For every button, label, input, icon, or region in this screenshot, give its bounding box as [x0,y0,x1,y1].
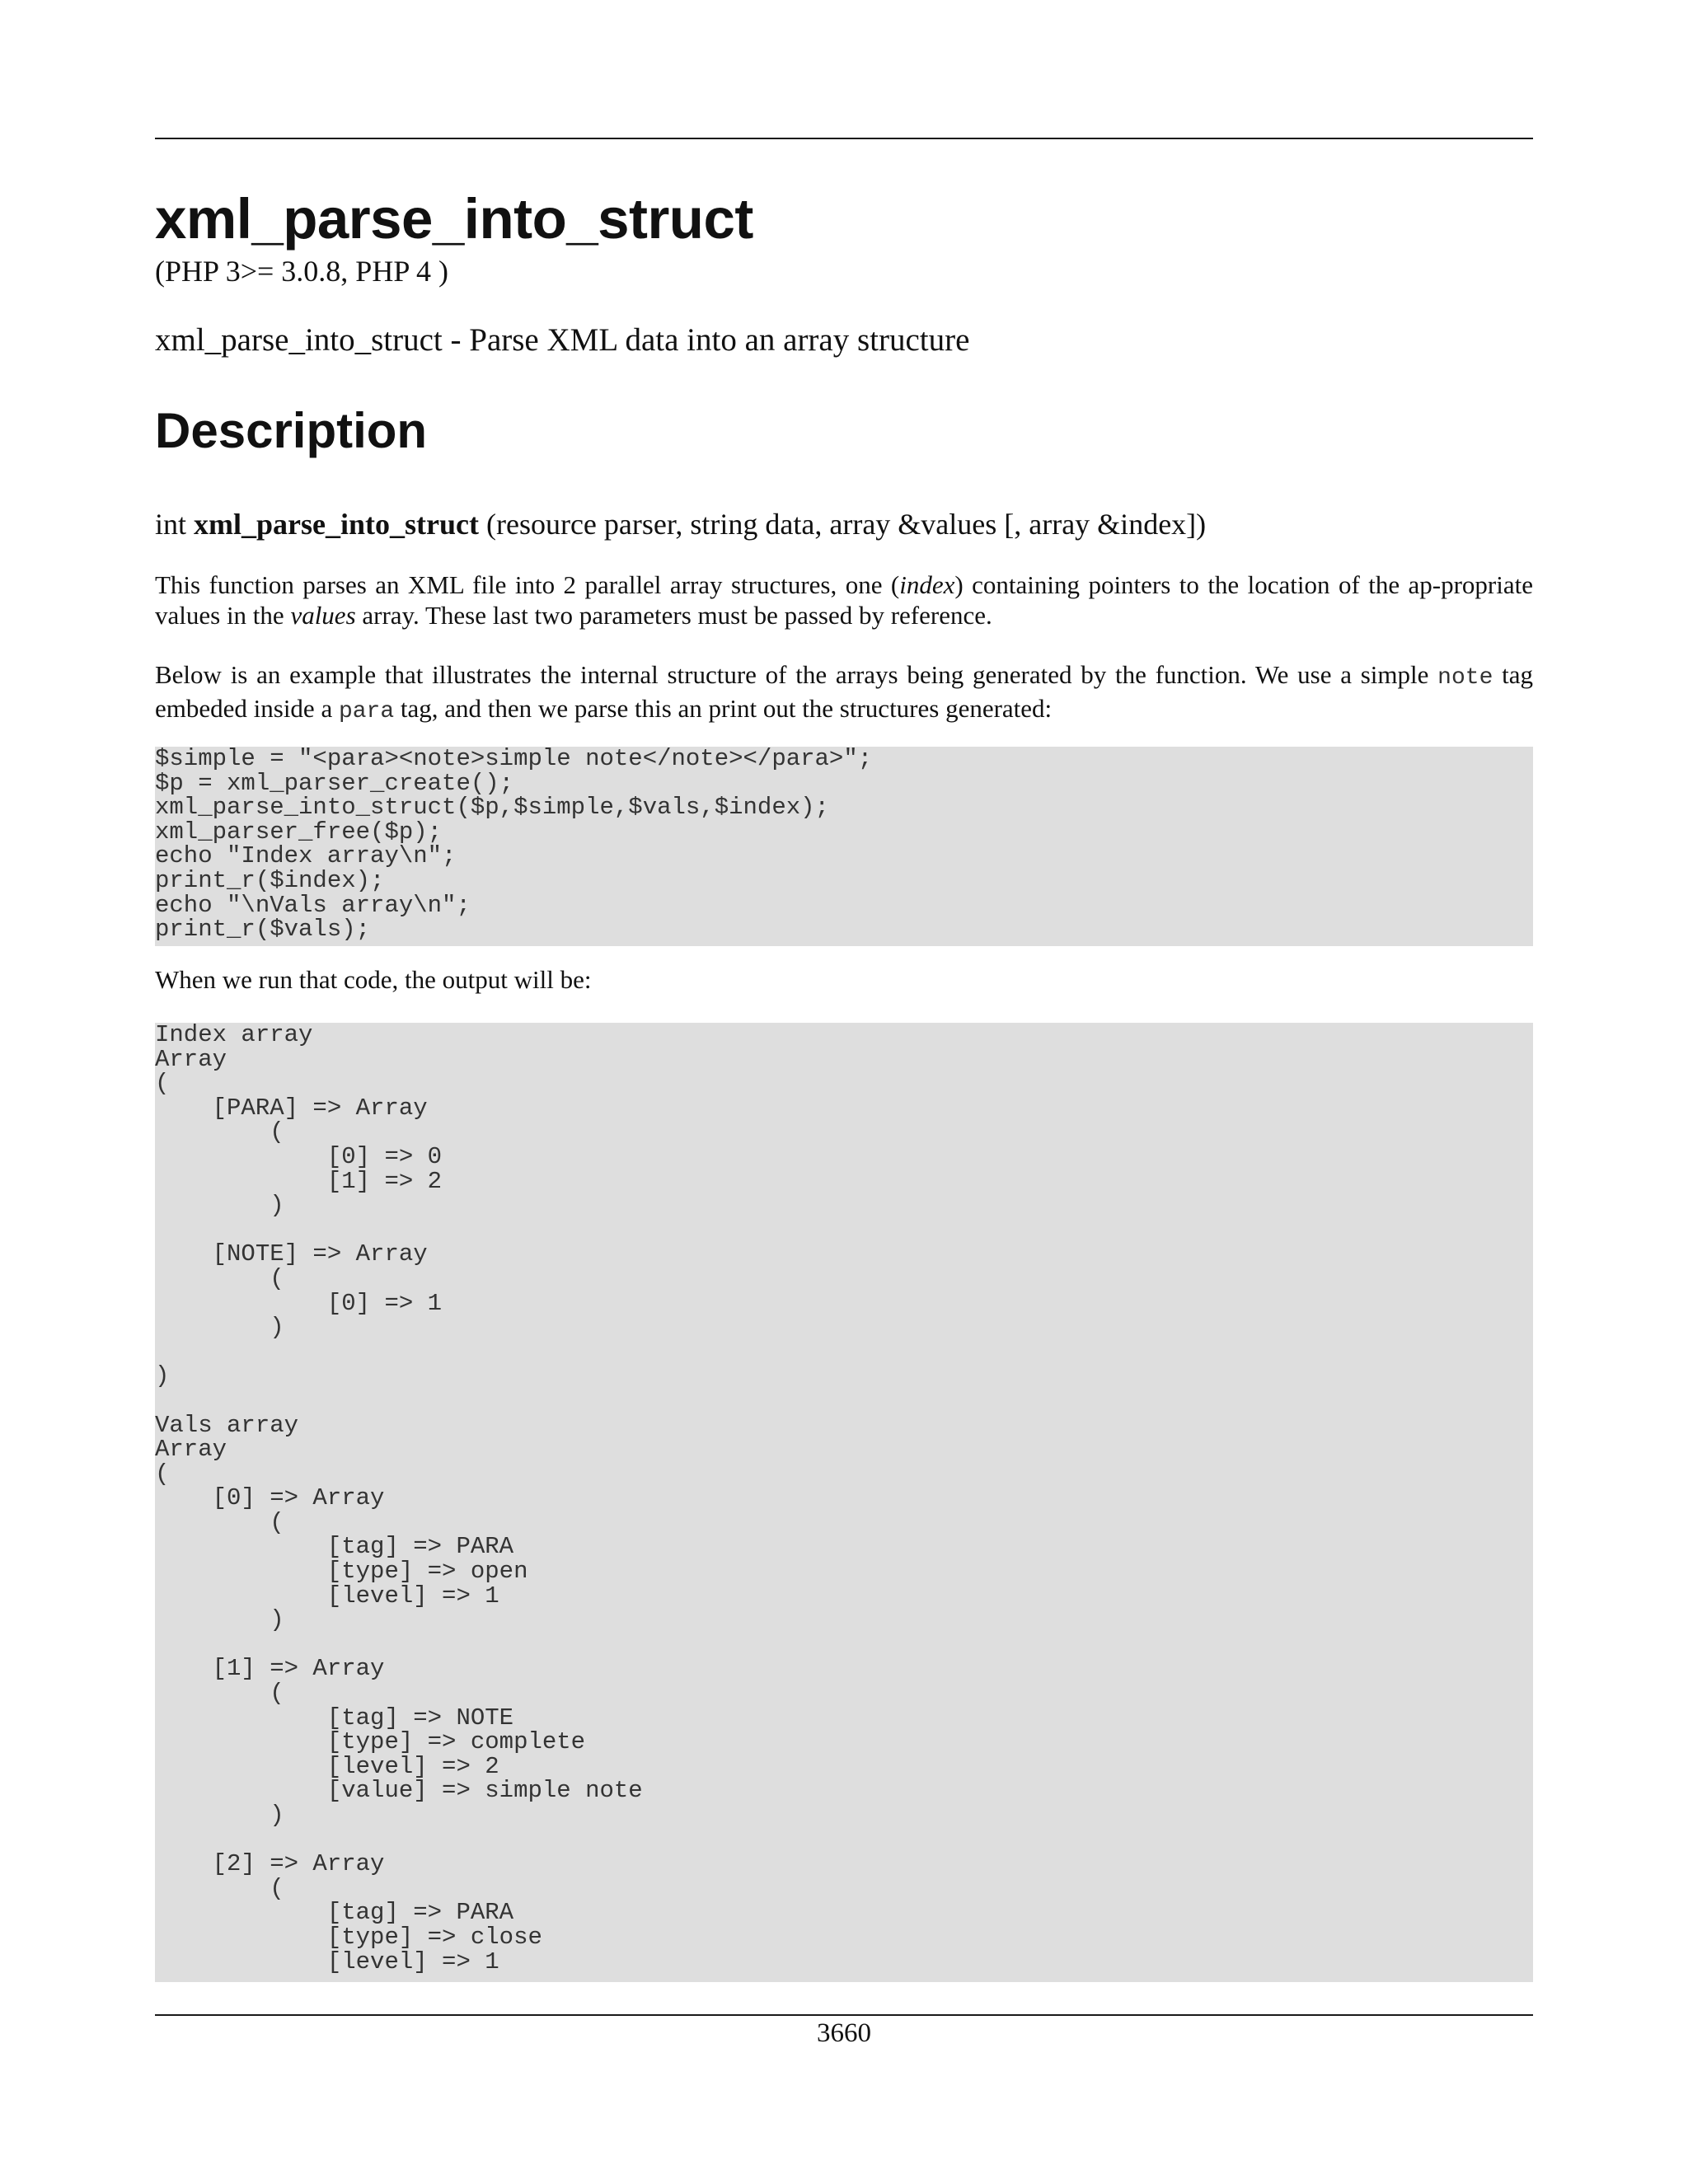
description-paragraph-2 [155,659,1533,727]
para2-text-3: tag, and then we parse this an print out the structures generated: [394,694,1053,723]
para1-text-1: This function parses an XML file into 2 parallel array structures, one ( [155,570,900,599]
para1-text-3: array. These last two parameters must be passed by reference. [355,601,992,630]
output-example-block: Index array Array ( [PARA] => Array ( [0] => 0 [1] => 2 ) [NOTE] => Array ( [0] => 1 ) ) Vals array Array ( [0] => Array ( [tag] => PARA [type] => open [level] => 1 ) [1] => Array ( [tag] => NOTE [type] => complete [level] => 2 [value] => simple note ) [2] => Array ( [tag] => PARA [type] => close [level] => 1 [155,1023,1533,1982]
para2-text-2: tag embeded inside a [155,660,1534,723]
page-title: xml_parse_into_struct [155,187,753,251]
para2-text-1: Below is an example that illustrates the internal structure of the arrays being generated by the function. We use a simple [155,660,1438,689]
para1-emphasis-values: values [290,601,356,630]
code-example-block: $simple = "<para><note>simple note</note></para>"; $p = xml_parser_create(); xml_parse_into_struct($p,$simple,$vals,$index); xml_parser_free($p); echo "Index array\n"; print_r($index); echo "\nVals array\n"; print_r($vals); [155,747,1533,946]
function-synopsis [155,507,1206,542]
inline-code-note: note [1437,665,1493,691]
synopsis-params: (resource parser, string data, array &values [, array &index]) [485,508,1207,541]
top-rule [155,138,1533,139]
synopsis-function-name: xml_parse_into_struct [194,508,479,541]
ref-purpose: xml_parse_into_struct - Parse XML data into an array structure [155,322,970,358]
section-heading-description: Description [155,403,428,458]
page-number: 3660 [817,2018,871,2048]
description-paragraph-3: When we run that code, the output will be: [155,965,592,994]
para1-text-2: ) containing pointers to the location of the ap-propriate values in the [155,570,1533,630]
synopsis-return-type: int [155,508,187,541]
description-paragraph-1 [155,569,1533,630]
para1-emphasis-index: index [899,570,955,599]
php-versions: (PHP 3>= 3.0.8, PHP 4 ) [155,255,448,288]
document-page [155,0,1533,2184]
inline-code-para: para [338,699,395,724]
